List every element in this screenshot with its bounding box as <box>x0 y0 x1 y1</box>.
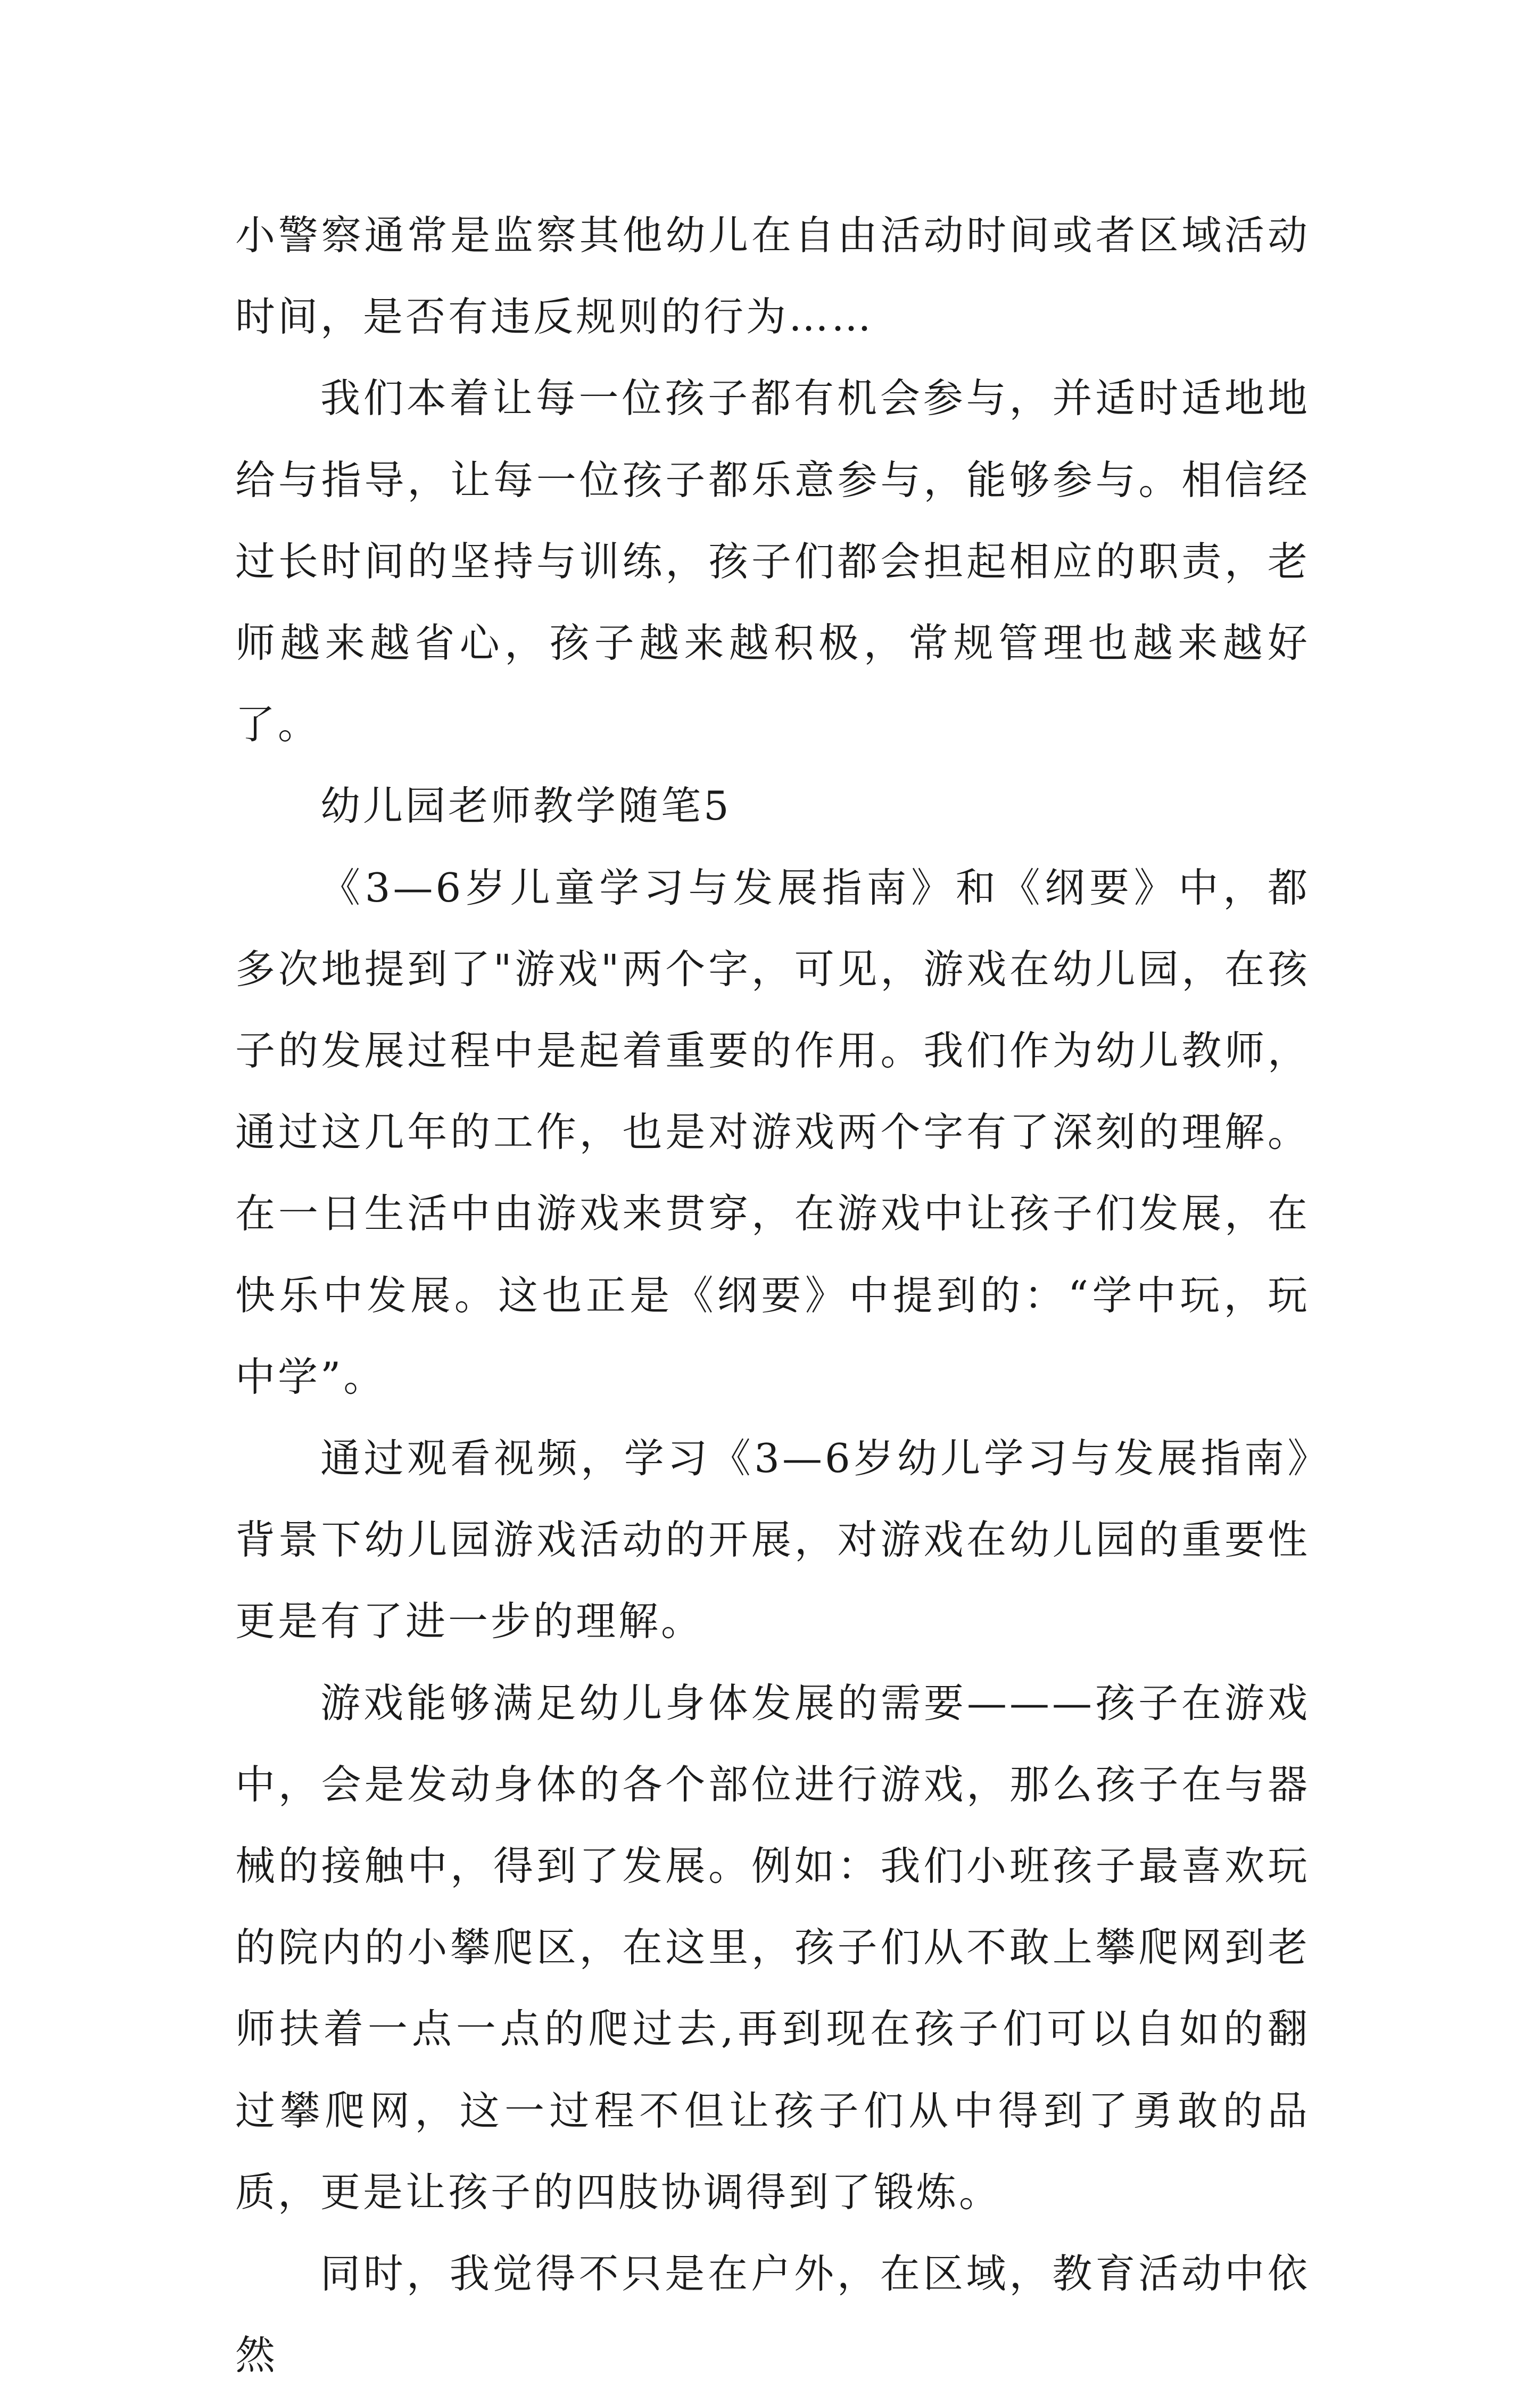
paragraph: 通过观看视频，学习《3—6岁幼儿学习与发展指南》背景下幼儿园游戏活动的开展，对游戏在幼儿园的重要性更是有了进一步的理解。 <box>235 1435 1310 1645</box>
paragraph: 我们本着让每一位孩子都有机会参与，并适时适地地给与指导，让每一位孩子都乐意参与，能够参与。相信经过长时间的坚持与训练，孩子们都会担起相应的职责，老师越来越省心，孩子越来越积极，常规管理也越来越好了。 <box>235 375 1310 748</box>
paragraph: 《3—6岁儿童学习与发展指南》和《纲要》中，都多次地提到了"游戏"两个字，可见，游戏在幼儿园，在孩子的发展过程中是起着重要的作用。我们作为幼儿教师，通过这几年的工作，也是对游戏两个字有了深刻的理解。在一日生活中由游戏来贯穿，在游戏中让孩子们发展，在快乐中发展。这也正是《纲要》中提到的：“学中玩，玩中学”。 <box>235 864 1310 1400</box>
paragraph: 小警察通常是监察其他幼儿在自由活动时间或者区域活动时间，是否有违反规则的行为…… <box>235 212 1310 341</box>
document-body <box>235 195 1310 2396</box>
paragraph: 同时，我觉得不只是在户外，在区域，教育活动中依然 <box>235 2250 1310 2379</box>
section-heading: 幼儿园老师教学随笔5 <box>320 782 732 830</box>
paragraph: 游戏能够满足幼儿身体发展的需要———孩子在游戏中，会是发动身体的各个部位进行游戏，那么孩子在与器械的接触中，得到了发展。例如：我们小班孩子最喜欢玩的院内的小攀爬区，在这里，孩子们从不敢上攀爬网到老师扶着一点一点的爬过去,再到现在孩子们可以自如的翻过攀爬网，这一过程不但让孩子们从中得到了勇敢的品质，更是让孩子的四肢协调得到了锻炼。 <box>235 1679 1310 2216</box>
